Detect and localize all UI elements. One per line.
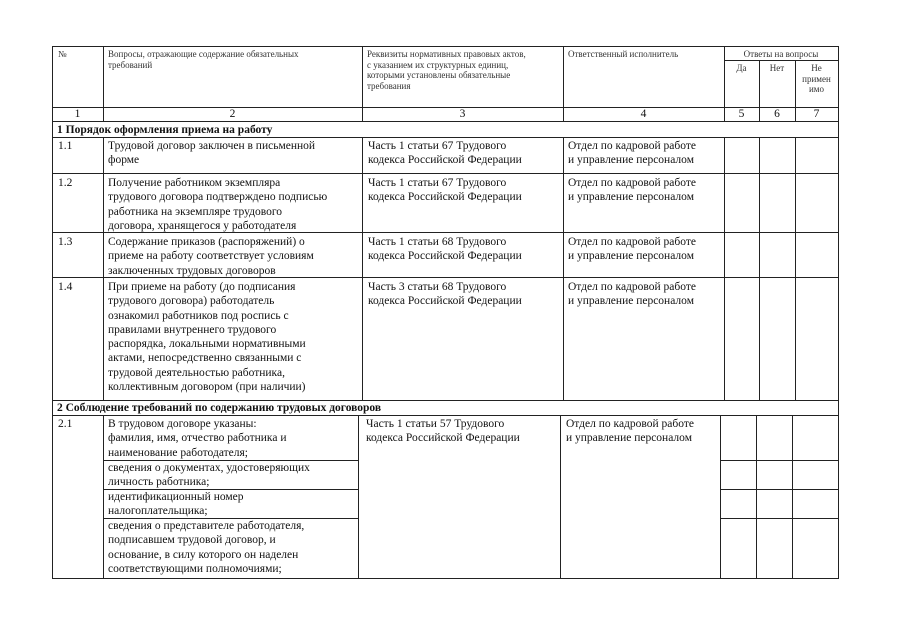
rule-sub2-ans — [720, 489, 838, 490]
rule-left — [52, 46, 53, 579]
col-number-1: 1 — [74, 108, 81, 120]
rule-col2-s1 — [362, 137, 363, 400]
section-title: 2 Соблюдение требований по содержанию трудовых договоров — [57, 402, 382, 414]
subrow-question: сведения о документах, удостоверяющих личность работника; — [108, 462, 310, 489]
row-act: Часть 1 статьи 67 Трудового кодекса Российской Федерации — [368, 140, 522, 167]
col-number-6: 6 — [774, 108, 780, 120]
header-acts: Реквизиты нормативных правовых актов, с указанием их структурных единиц, которыми установлены обязательные требования — [367, 49, 526, 91]
rule-sub1-ans — [720, 460, 838, 461]
rule-col6-s1 — [795, 137, 796, 400]
rule-col2-s2 — [358, 415, 359, 579]
row-question: В трудовом договоре указаны: фамилия, имя, отчество работника и наименование работодателя; — [108, 418, 287, 459]
rule-col6-s2 — [792, 415, 793, 579]
rule-top — [52, 46, 838, 47]
col-number-3: 3 — [459, 108, 466, 120]
col-number-7: 7 — [813, 108, 820, 120]
col-number-2: 2 — [229, 108, 236, 120]
header-num: № — [58, 49, 67, 59]
col-number-5: 5 — [738, 108, 745, 120]
rule-answers-sub — [724, 60, 838, 61]
rule-col3-s1 — [563, 137, 564, 400]
rule-col4-s2 — [720, 415, 721, 579]
row-executor: Отдел по кадровой работе и управление персоналом — [568, 140, 696, 167]
header-executor: Ответственный исполнитель — [568, 49, 679, 59]
row-executor: Отдел по кадровой работе и управление персоналом — [568, 177, 696, 204]
subrow-question: сведения о представителе работодателя, подписавшем трудовой договор, и основание, в силу которого он наделен соответствующими полномочиями; — [108, 520, 305, 575]
header-na: Не примен имо — [802, 63, 831, 94]
row-number: 1.4 — [58, 281, 73, 293]
rule-col4-s1 — [724, 137, 725, 400]
rule-r11-bottom — [52, 173, 838, 174]
rule-col1-s2 — [103, 415, 104, 579]
row-act: Часть 3 статьи 68 Трудового кодекса Российской Федерации — [368, 281, 522, 308]
row-question: При приеме на работу (до подписания трудового договора) работодатель ознакомил работников под роспись с правилами внутреннего трудового распорядка, локальными нормативными актами, непосредственно связанными с трудовой деятельностью работника, коллективным договором (при наличии) — [108, 281, 306, 394]
rule-col5-s2 — [756, 415, 757, 579]
header-answers: Ответы на вопросы — [743, 49, 819, 59]
header-yes: Да — [736, 63, 747, 73]
rule-sec1-bottom — [52, 137, 838, 138]
rule-sub3-ans — [720, 518, 838, 519]
row-act: Часть 1 статьи 57 Трудового кодекса Российской Федерации — [366, 418, 520, 445]
row-number: 1.2 — [58, 177, 73, 189]
rule-right — [838, 46, 839, 579]
header-no: Нет — [769, 63, 785, 73]
row-question: Трудовой договор заключен в письменной форме — [108, 140, 316, 167]
row-act: Часть 1 статьи 68 Трудового кодекса Российской Федерации — [368, 236, 522, 263]
row-question: Получение работником экземпляра трудового договора подтверждено подписью работника на экземпляре трудового договора, хранящегося у работодателя — [108, 177, 328, 232]
subrow-question: идентификационный номер налогоплательщика; — [108, 491, 244, 518]
row-number: 1.3 — [58, 236, 73, 248]
rule-col5-s1 — [759, 137, 760, 400]
row-number: 2.1 — [58, 418, 73, 430]
row-executor: Отдел по кадровой работе и управление персоналом — [568, 236, 696, 263]
row-question: Содержание приказов (распоряжений) о приеме на работу соответствует условиям заключенных трудовых договоров — [108, 236, 314, 277]
section-title: 1 Порядок оформления приема на работу — [57, 124, 273, 136]
col-number-4: 4 — [640, 108, 647, 120]
rule-col1-s1 — [103, 137, 104, 400]
row-number: 1.1 — [58, 140, 73, 152]
header-questions: Вопросы, отражающие содержание обязательных требований — [108, 49, 299, 70]
rule-col3-s2 — [560, 415, 561, 579]
row-act: Часть 1 статьи 67 Трудового кодекса Российской Федерации — [368, 177, 522, 204]
row-executor: Отдел по кадровой работе и управление персоналом — [568, 281, 696, 308]
row-executor: Отдел по кадровой работе и управление персоналом — [566, 418, 694, 445]
